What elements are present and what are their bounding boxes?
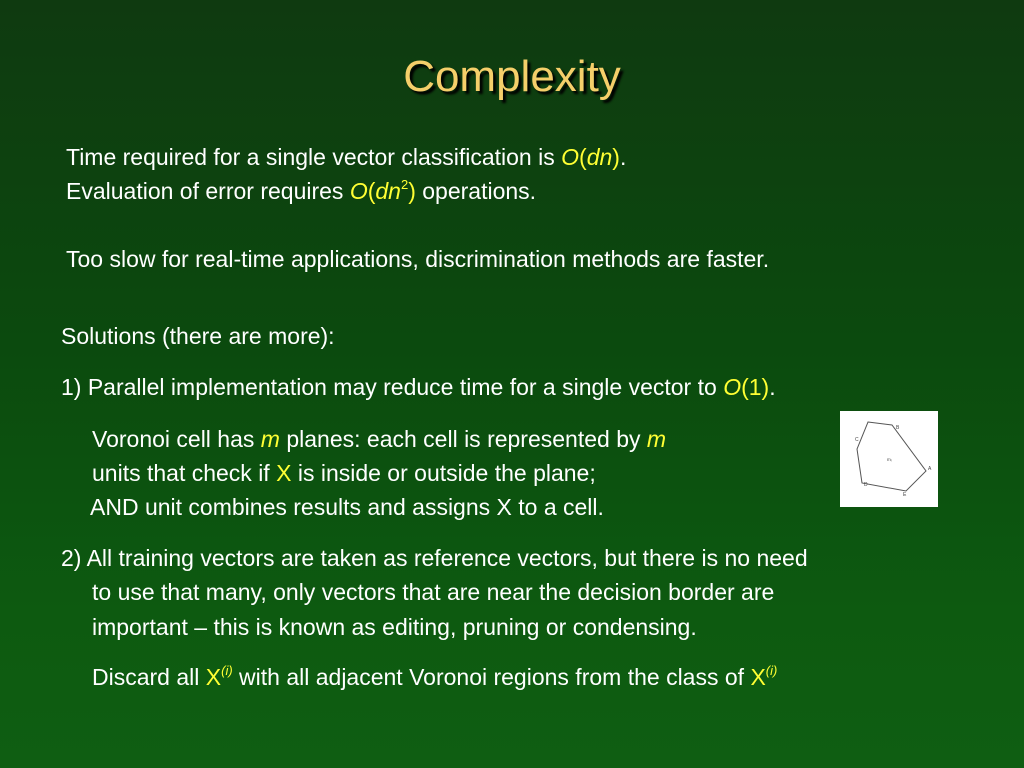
solutions-heading: Solutions (there are more):: [61, 323, 335, 349]
discard-line: Discard all $X^{(i)}$ with all adjacent Voronoi regions from the class of $X^{(i)}$: [92, 663, 778, 690]
label-a: A: [928, 466, 932, 472]
voronoi-line-3: AND unit combines results and assigns X to a cell.: [90, 494, 604, 520]
label-e: E: [903, 492, 907, 498]
solution-2-line-3: important – this is known as editing, pruning or condensing.: [92, 614, 697, 640]
slide-title: Complexity: [403, 52, 621, 101]
solution-1: 1) Parallel implementation may reduce time for a single vector to O(1).: [61, 374, 776, 400]
solution-2-line-1: 2) All training vectors are taken as reference vectors, but there is no need: [61, 545, 808, 571]
label-center: mᵢ: [887, 457, 892, 462]
label-d: D: [864, 482, 868, 488]
solution-2-line-2: to use that many, only vectors that are near the decision border are: [92, 579, 775, 605]
voronoi-polygon-svg: [840, 411, 938, 507]
voronoi-cell-diagram: [840, 411, 938, 507]
label-c: C: [855, 437, 859, 443]
complexity-line-1: Time required for a single vector classification is O(dn).: [66, 144, 627, 170]
label-b: B: [896, 425, 900, 431]
voronoi-line-2: units that check if X is inside or outside the plane;: [92, 460, 596, 486]
complexity-line-3: Too slow for real-time applications, discrimination methods are faster.: [66, 246, 770, 272]
voronoi-line-1: Voronoi cell has m planes: each cell is represented by m: [92, 426, 667, 452]
complexity-line-2: Evaluation of error requires $O(dn^2)$ operations.: [66, 177, 537, 204]
